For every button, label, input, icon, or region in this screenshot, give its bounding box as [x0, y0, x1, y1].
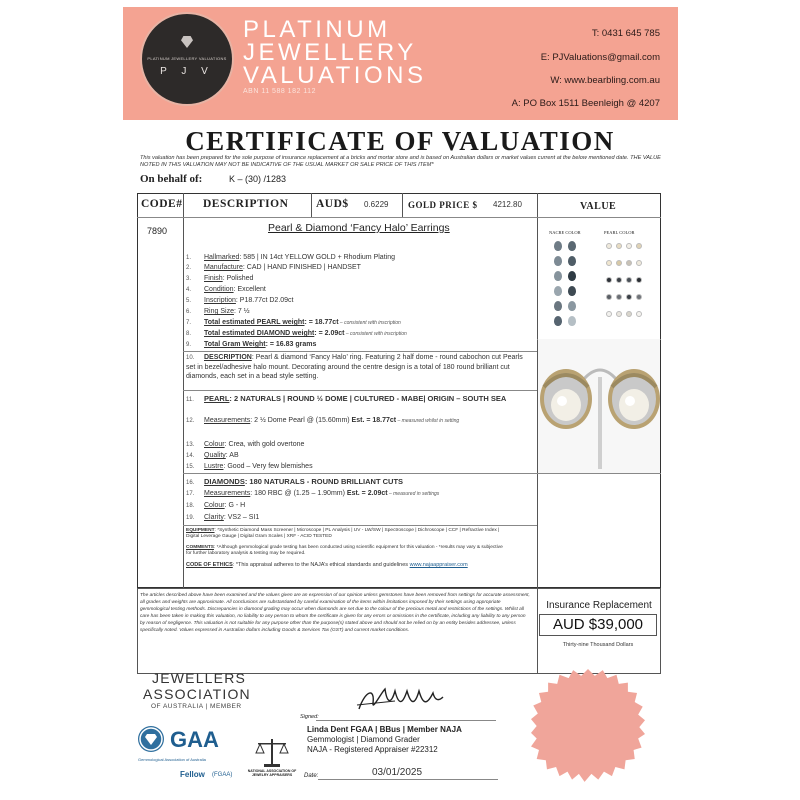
pearl-color-swatch: [636, 311, 642, 317]
naja-text: NATIONAL ASSOCIATION OF JEWELRY APPRAISERS: [247, 769, 297, 777]
pearl-color-swatch: [606, 294, 612, 300]
legal-disclaimer: The articles described above have been examined and the values given are an expression of our opinion unless gemstones have been removed from settings for accurate assessment, all grades and weights are approximate. All conclusions are substantiated by careful examination of the items within limitations imposed by their settings using appropriate gemmological testing methods. Discrepancies in diamond grading may occur when diamonds are set due to the colour of the precious metal and restrictions of the settings. Whilst all care has been taken in making this valuation, no liability to any person to whom the certificate is given for any errors or omissions in the certificate, including any liability to any person by reason of negligence. This valuation is not suitable for any purpose other than the purpose(s) stated above and should not be relied on by an entity besides addressee, unless specifically noted. Values expressed in Australian dollars including Goods & Services Tax (GST) and current market conditions.: [140, 593, 530, 633]
diamonds-heading: 16. DIAMONDS: 180 NATURALS - ROUND BRILLIANT CUTS: [186, 477, 404, 486]
signer-registration: NAJA - Registered Appraiser #22312: [307, 745, 438, 754]
on-behalf-label: On behalf of:: [140, 173, 203, 185]
nacre-swatch: [568, 301, 576, 311]
pearl-color-swatch: [616, 260, 622, 266]
naja-link[interactable]: www.najaappraiser.com: [409, 562, 468, 568]
row-divider: [183, 351, 537, 352]
list-item: 13. Colour: Crea, with gold overtone: [186, 441, 305, 448]
certificate-title: CERTIFICATE OF VALUATION: [185, 126, 615, 156]
list-item: 18. Colour: G - H: [186, 502, 246, 509]
list-item: 4. Condition: Excellent: [186, 286, 266, 293]
list-item: 2. Manufacture: CAD | HAND FINISHED | HANDSET: [186, 264, 361, 271]
pearl-color-swatch: [616, 294, 622, 300]
logo-letters: P J V: [160, 66, 214, 77]
code-of-ethics: CODE OF ETHICS: *This appraisal adheres to the NAJA’s ethical standards and guidelines www.najaappraiser.com: [186, 562, 468, 568]
list-item: 14. Quality: AB: [186, 452, 239, 459]
row-divider: [183, 473, 537, 474]
date-line: [318, 779, 498, 780]
header-description: DESCRIPTION: [203, 198, 289, 210]
abn-number: ABN 11 588 182 112: [243, 88, 316, 95]
disclaimer: This valuation has been prepared for the sole purpose of insurance replacement at a bricks and mortar store and is based on Australian dollars or market values current at the below mentioned date. THE VALUE NOTED IN THIS VALUATION MAY NOT BE INDICATIVE OF THE USUAL MARKET OR SALE PRICE OF THIS ITEM*: [140, 155, 661, 168]
pearl-color-swatch: [626, 311, 632, 317]
value-divider: [537, 473, 661, 474]
header-divider: [137, 217, 661, 218]
pearl-color-swatch: [606, 260, 612, 266]
signature-line: [316, 720, 496, 721]
list-item: 5. Inscription: P18.77ct D2.09ct: [186, 297, 294, 304]
nacre-swatch: [554, 271, 562, 281]
insurance-value-words: Thirty-nine Thousand Dollars: [562, 642, 634, 648]
header-value: VALUE: [580, 201, 617, 212]
date-label: Date:: [304, 773, 319, 779]
row-divider: [183, 390, 537, 391]
pearl-color-swatch: [626, 294, 632, 300]
gaa-logo-text: GAA: [170, 727, 219, 752]
list-item: 9. Total Gram Weight: = 16.83 grams: [186, 341, 317, 348]
pearl-color-swatch: [626, 243, 632, 249]
list-item: 15. Lustre: Good – Very few blemishes: [186, 463, 313, 470]
signed-label: Signed:: [300, 714, 319, 720]
list-item: 8. Total estimated DIAMOND weight: = 2.09ct – consistent with inscription: [186, 330, 407, 337]
nacre-swatch: [568, 241, 576, 251]
list-item: 1. Hallmarked: 585 | IN 14ct YELLOW GOLD + Rhodium Plating: [186, 254, 395, 261]
pearl-color-swatch: [636, 260, 642, 266]
date-value: 03/01/2025: [372, 767, 423, 778]
pearl-color-swatch: [616, 311, 622, 317]
column-divider: [402, 193, 403, 217]
gaa-subtitle: Gemmological Association of Australia: [138, 757, 206, 762]
signature-scribble: [355, 683, 445, 720]
brand-line-1: PLATINUM: [243, 16, 391, 43]
jewellers-association-line3: OF AUSTRALIA | MEMBER: [151, 703, 242, 710]
gaa-fellow: Fellow: [180, 770, 205, 779]
pearl-color-swatch: [636, 243, 642, 249]
pearl-color-swatch: [626, 277, 632, 283]
nacre-swatch: [554, 241, 562, 251]
equipment-note: EQUIPMENT: *Synthetic Diamond Mass Screener | Microscope | PL Analysis | UV - LW/SW | Spectroscope | Dichroscope | CCF | Refractive Index | Digital Leverage Gauge | Digital Gram Scales | XRF - ACID TESTED: [186, 528, 500, 539]
pearl-heading: 11. PEARL: 2 NATURALS | ROUND ½ DOME | CULTURED - MABE| ORIGIN – SOUTH SEA: [186, 394, 507, 403]
item-title: Pearl & Diamond ‘Fancy Halo’ Earrings: [268, 222, 450, 234]
gaa-diamond-icon: [138, 726, 164, 752]
header-code: CODE#: [141, 198, 183, 210]
earrings-image: [538, 339, 660, 473]
nacre-swatch: [568, 271, 576, 281]
pearl-color-swatch: [616, 243, 622, 249]
naja-scales-icon: [252, 737, 292, 769]
list-item: 12. Measurements: 2 ½ Dome Pearl @ (15.60mm) Est. = 18.77ct – measured whilst in setting: [186, 417, 460, 424]
contact-email: E: PJValuations@gmail.com: [540, 52, 660, 63]
nacre-swatch: [554, 316, 562, 326]
pearl-color-swatch: [636, 277, 642, 283]
nacre-swatch: [568, 256, 576, 266]
item-code: 7890: [147, 226, 168, 236]
column-divider: [537, 588, 538, 674]
insurance-value: AUD $39,000: [552, 616, 644, 633]
on-behalf-value: K – (30) /1283: [229, 174, 287, 184]
comments-note: COMMENTS: *Although gemmological grade testing has been conducted using scientific equipment for this valuation - *results may vary & subjective for further laboratory analysis & testing may be required.: [186, 545, 503, 556]
list-item: 19. Clarity: VS2 – SI1: [186, 514, 260, 521]
official-seal: [531, 669, 645, 783]
nacre-color-label: NACRE COLOR: [549, 230, 581, 235]
pearl-color-swatch: [636, 294, 642, 300]
earrings-photo: [538, 339, 660, 473]
pearl-color-swatch: [626, 260, 632, 266]
signer-title: Gemmologist | Diamond Grader: [307, 735, 420, 744]
column-divider: [311, 193, 312, 217]
pearl-color-swatch: [616, 277, 622, 283]
contact-phone: T: 0431 645 785: [591, 28, 660, 39]
list-item: 3. Finish: Polished: [186, 275, 254, 282]
pearl-color-swatch: [606, 243, 612, 249]
nacre-swatch: [568, 286, 576, 296]
pearl-color-swatch: [606, 311, 612, 317]
contact-address: A: PO Box 1511 Beenleigh @ 4207: [511, 98, 660, 109]
gaa-fellow-suffix: (FGAA): [212, 772, 233, 778]
list-item: 6. Ring Size: 7 ½: [186, 308, 250, 315]
nacre-swatch: [554, 256, 562, 266]
signer-name: Linda Dent FGAA | BBus | Member NAJA: [307, 725, 462, 734]
gold-price-value: 4212.80: [493, 200, 522, 209]
list-item: 17. Measurements: 180 RBC @ (1.25 – 1.90mm) Est. = 2.09ct – measured in settings: [186, 490, 440, 497]
row-divider: [183, 525, 537, 526]
list-item: 7. Total estimated PEARL weight: = 18.77ct – consistent with inscription: [186, 319, 401, 326]
pearl-color-label: PEARL COLOR: [604, 230, 635, 235]
brand-line-3: VALUATIONS: [243, 62, 427, 89]
jewellers-association-line2: ASSOCIATION: [143, 686, 251, 702]
insurance-label: Insurance Replacement: [546, 600, 652, 611]
brand-line-2: JEWELLERY: [243, 39, 417, 66]
aud-value: 0.6229: [364, 200, 389, 209]
nacre-swatch: [554, 301, 562, 311]
nacre-swatch: [568, 316, 576, 326]
description-text: 10. DESCRIPTION: Pearl & diamond ‘Fancy Halo’ ring. Featuring 2 half dome - round cabochon cut Pearls set in bezel/adhesive halo mount. Decorating around the centre design is a total of 180 round brilliant cut diamonds, each set in a bead style setting.: [186, 354, 523, 380]
pearl-color-swatch: [606, 277, 612, 283]
nacre-swatch: [554, 286, 562, 296]
contact-website: W: www.bearbling.com.au: [550, 75, 660, 86]
header-gold-price: GOLD PRICE $: [408, 200, 478, 210]
logo-small-text: PLATINUM JEWELLERY VALUATIONS: [147, 56, 227, 61]
header-aud: AUD$: [316, 198, 349, 210]
jewellers-association-line1: JEWELLERS: [152, 670, 247, 686]
